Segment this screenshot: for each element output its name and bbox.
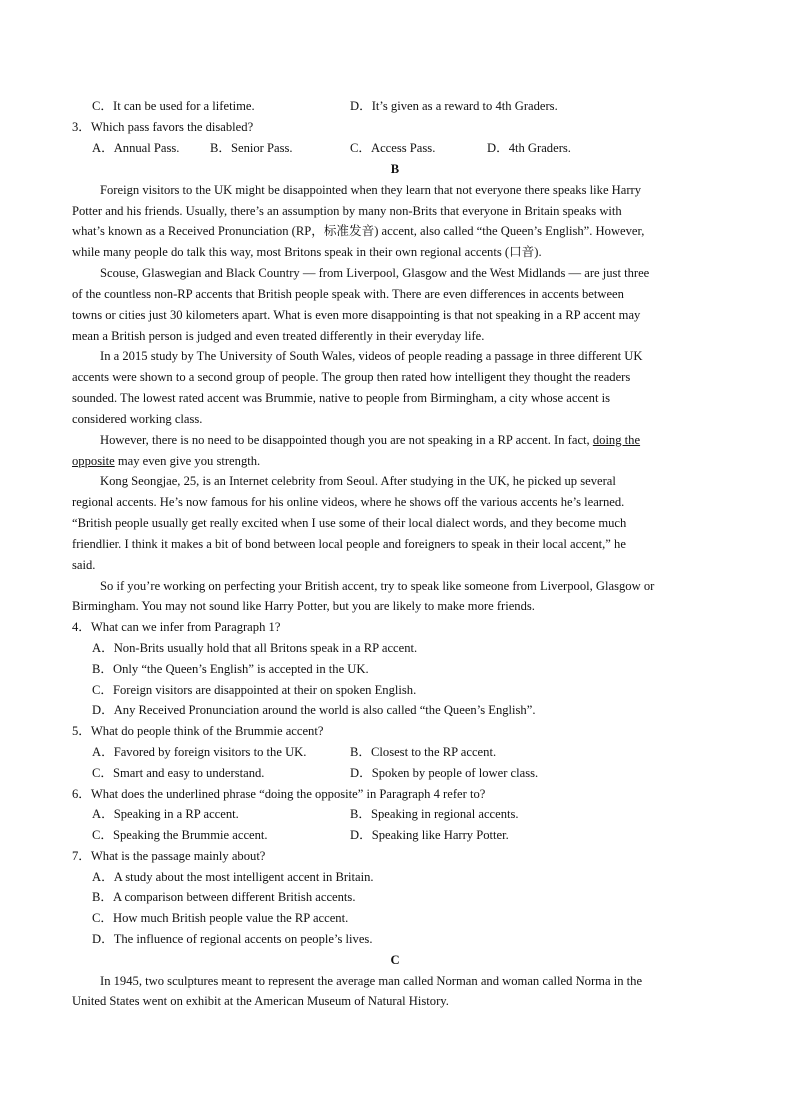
q4-option-c: C．Foreign visitors are disappointed at their on spoken English.	[92, 683, 417, 697]
q6-question: 6．What does the underlined phrase “doing the opposite” in Paragraph 4 refer to?	[72, 787, 486, 801]
q5-option-d: D．Spoken by people of lower class.	[350, 766, 539, 780]
section-b-heading: B	[390, 162, 400, 176]
underlined-phrase: doing the	[592, 433, 641, 447]
passage-b-p5-line: “British people usually get really excited when I use some of their local dialect words, and they become much	[72, 516, 627, 530]
q3-option-b: B．Senior Pass.	[210, 141, 293, 155]
passage-b-p1-line: Foreign visitors to the UK might be disappointed when they learn that not everyone there speaks like Harry	[100, 183, 642, 197]
passage-b-p3-line: accents were shown to a second group of people. The group then rated how intelligent they thought the readers	[72, 370, 631, 384]
q4-option-a: A．Non-Brits usually hold that all Britons speak in a RP accent.	[92, 641, 418, 655]
passage-b-p1-line: while many people do talk this way, most Britons speak in their own regional accents (口音).	[72, 245, 542, 259]
passage-b-p3-line: In a 2015 study by The University of South Wales, videos of people reading a passage in three different UK	[100, 349, 643, 363]
q3-option-a: A．Annual Pass.	[92, 141, 180, 155]
passage-b-p5-line: regional accents. He’s now famous for his online videos, where he shows off the various accents he’s learned.	[72, 495, 625, 509]
section-c-heading: C	[390, 953, 400, 967]
passage-c-p1-line: United States went on exhibit at the American Museum of Natural History.	[72, 994, 449, 1008]
q6-option-b: B．Speaking in regional accents.	[350, 807, 519, 821]
q7-question: 7．What is the passage mainly about?	[72, 849, 266, 863]
q2-option-d: D．It’s given as a reward to 4th Graders.	[350, 99, 558, 113]
passage-b-p4-line	[72, 452, 260, 470]
q5-option-b: B．Closest to the RP accent.	[350, 745, 497, 759]
q6-option-d: D．Speaking like Harry Potter.	[350, 828, 509, 842]
q7-option-a: A．A study about the most intelligent accent in Britain.	[92, 870, 374, 884]
passage-b-p2-line: towns or cities just 30 kilometers apart. What is even more disappointing is that not speaking in a RP accent may	[72, 308, 641, 322]
q3-option-c: C．Access Pass.	[350, 141, 436, 155]
q6-option-a: A．Speaking in a RP accent.	[92, 807, 239, 821]
q4-question: 4．What can we infer from Paragraph 1?	[72, 620, 281, 634]
passage-c-p1-line: In 1945, two sculptures meant to represent the average man called Norman and woman called Norma in the	[100, 974, 643, 988]
passage-b-p1-line: what’s known as a Received Pronunciation (RP，标准发音) accent, also called “the Queen’s English”. However,	[72, 224, 645, 238]
q3-option-d: D．4th Graders.	[487, 141, 571, 155]
q4-option-b: B．Only “the Queen’s English” is accepted in the UK.	[92, 662, 369, 676]
q5-option-c: C．Smart and easy to understand.	[92, 766, 265, 780]
passage-b-p4-line	[100, 431, 640, 449]
passage-b-p2-line: mean a British person is judged and even treated differently in their everyday life.	[72, 329, 485, 343]
q5-option-a: A．Favored by foreign visitors to the UK.	[92, 745, 307, 759]
passage-b-p2-line: of the countless non-RP accents that British people speak with. There are even differences in accents between	[72, 287, 624, 301]
q7-option-b: B．A comparison between different British accents.	[92, 890, 356, 904]
passage-b-p5-line: friendlier. I think it makes a bit of bond between local people and foreigners to speak in their local accent,” he	[72, 537, 626, 551]
passage-b-p3-line: considered working class.	[72, 412, 203, 426]
underlined-phrase: opposite	[72, 454, 115, 468]
passage-b-p5-line: Kong Seongjae, 25, is an Internet celebrity from Seoul. After studying in the UK, he picked up several	[100, 474, 616, 488]
q5-question: 5．What do people think of the Brummie accent?	[72, 724, 324, 738]
passage-b-p6-line: Birmingham. You may not sound like Harry Potter, but you are likely to make more friends.	[72, 599, 535, 613]
q7-option-d: D．The influence of regional accents on people’s lives.	[92, 932, 373, 946]
passage-b-p1-line: Potter and his friends. Usually, there’s an assumption by many non-Brits that everyone in Britain speaks with	[72, 204, 622, 218]
passage-b-p6-line: So if you’re working on perfecting your British accent, try to speak like someone from Liverpool, Glasgow or	[100, 579, 655, 593]
q2-option-c: C．It can be used for a lifetime.	[92, 99, 255, 113]
q4-option-d: D．Any Received Pronunciation around the world is also called “the Queen’s English”.	[92, 703, 536, 717]
q7-option-c: C．How much British people value the RP accent.	[92, 911, 349, 925]
p4-text: may even give you strength.	[114, 454, 261, 468]
passage-b-p5-line: said.	[72, 558, 96, 572]
passage-b-p3-line: sounded. The lowest rated accent was Brummie, native to people from Birmingham, a city whose accent is	[72, 391, 610, 405]
p4-text: However, there is no need to be disappointed though you are not speaking in a RP accent. In fact,	[100, 433, 593, 447]
passage-b-p2-line: Scouse, Glaswegian and Black Country — from Liverpool, Glasgow and the West Midlands — are just three	[100, 266, 650, 280]
q3-question: 3．Which pass favors the disabled?	[72, 120, 254, 134]
q6-option-c: C．Speaking the Brummie accent.	[92, 828, 268, 842]
